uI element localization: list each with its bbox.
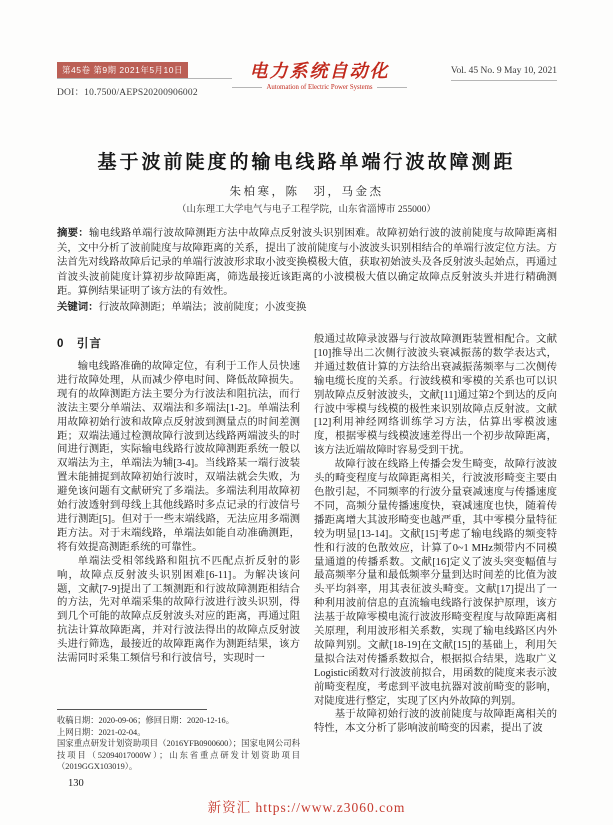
volume-info: Vol. 45 No. 9 May 10, 2021 xyxy=(451,66,557,81)
watermark-link: 新资汇 https://www.z3060.com xyxy=(207,800,406,815)
footnote-funding: 国家重点研发计划资助项目（2016YFB0900600）；国家电网公司科技项目（52094017000W）；山东省重点研发计划资助项目（2019GGX103019）。 xyxy=(57,739,300,772)
keywords-text: 行波故障测距；单端法；波前陡度；小波变换 xyxy=(98,301,307,313)
footnote-received-date: 收稿日期：2020-09-06；修回日期：2020-12-16。 xyxy=(57,716,234,726)
keywords-line xyxy=(57,301,557,316)
page-number: 130 xyxy=(68,778,84,789)
logo-right-rule xyxy=(377,87,407,88)
journal-title-en: Automation of Electric Power Systems xyxy=(266,83,373,91)
left-column xyxy=(57,333,300,773)
logo-left-rule xyxy=(232,87,262,88)
header-left xyxy=(57,60,232,98)
journal-title-cn: 电力系统自动化 xyxy=(249,61,390,81)
keywords-label: 关键词： xyxy=(57,301,99,313)
right-column xyxy=(314,333,557,773)
body-paragraph: 输电线路准确的故障定位，有利于工作人员快速进行故障处理，从而减少停电时间、降低故障损失。现有的故障测距方法主要分为行波法和阻抗法，而行波法主要分单端法、双端法和多端法[1-2]。单端法利用故障初始行波和故障点反射波到测量点的时间差测距；双端法通过检测故障行波到达线路两端波头的时间进行测距，实际输电线路行波故障测距系统一般以双端法为主，单端法为辅[3-4]。当线路某一端行波装置未能捕捉到故障初始行波时，双端法就会失败，为避免该问题有文献研究了多端法。多端法利用故障初始行波透射到母线上其他线路时多点记录的行波信号进行测距[5]。但对于一些末端线路，无法应用多端测距方法。对于末端线路，单端法如能自动准确测距，将有效提高测距系统的可靠性。 xyxy=(57,361,300,553)
header-right xyxy=(407,60,557,81)
header-left-rule xyxy=(57,78,232,79)
journal-header xyxy=(57,60,557,98)
doi-text: DOI：10.7500/AEPS20200906002 xyxy=(57,88,198,98)
article-title: 基于波前陡度的输电线路单端行波故障测距 xyxy=(97,152,516,173)
body-paragraph: 故障行波在线路上传播会发生畸变，故障行波波头的畸变程度与故障距离相关，行波波形畸变主要由色散引起，不同频率的行波分量衰减速度与传播速度不同，高频分量传播速度快，衰减速度也快，随着传播距离增大其波形畸变也越严重，其中零模分量特征较为明显[13-14]。文献[15]考虑了输电线路的频变特性和行波的色散效应，计算了0~1 MHz频带内不同模量通道的传播系数。文献[16]定义了波头突变幅值与最高频率分量和最低频率分量到达时间差的比值为波头平均斜率，用其表征波头畸变。文献[17]提出了一种利用波前信息的直流输电线路行波保护原理，该方法基于故障零模电流行波波形畸变程度与故障距离相关原理，利用波形相关系数，实现了输电线路区内外故障判别。文献[18-19]在文献[15]的基础上，利用矢量拟合法对传播系数拟合，根据拟合结果，选取广义Logistic函数对行波波前拟合，用函数的陡度来表示波前畸变程度，考虑到平波电抗器对波前畸变的影响，对陡度进行整定，实现了区内外故障的判别。 xyxy=(314,459,557,707)
journal-logo xyxy=(232,60,407,91)
article-authors: 朱柏寒，陈 羽，马金杰 xyxy=(229,186,384,198)
section-heading-introduction: 0 引言 xyxy=(57,338,102,350)
footnote-separator xyxy=(57,709,207,710)
body-paragraph: 单端法受相邻线路和阻抗不匹配点折反射的影响，故障点反射波头识别困难[6-11]。为解决该问题，文献[7-9]提出了工频测距和行波故障测距相结合的方法，先对单端采集的故障行波进行波头识别，得到几个可能的故障点反射波头对应的距离，再通过阻抗法计算故障距离，并对行波法得出的故障点反射波头进行筛选，最接近的故障距离作为测距结果，该方法需同时采集工频信号和行波信号，实现时一 xyxy=(57,555,300,665)
abstract-text: 输电线路单端行波故障测距方法中故障点反射波头识别困难。故障初始行波的波前陡度与故障距离相关，文中分析了波前陡度与故障距离的关系，提出了波前陡度与小波波头识别相结合的单端行波定位方法。方法首先对线路故障后记录的单端行波波形求取小波变换模极大值，获取初始波头及各反射波头起始点，再通过首波头波前陡度计算初步故障距离，筛选最接近该距离的小波模极大值以确定故障点反射波头并进行精确测距。算例结果证明了该方法的有效性。 xyxy=(57,228,558,298)
abstract-paragraph xyxy=(57,227,557,300)
footnote-online-date: 上网日期：2021-02-04。 xyxy=(57,727,146,737)
body-paragraph: 基于故障初始行波的波前陡度与故障距离相关的特性，本文分析了影响波前畸变的因素，提出了波 xyxy=(314,709,557,735)
article-affiliation: （山东理工大学电气与电子工程学院，山东省淄博市 255000） xyxy=(177,205,436,215)
journal-title-en-row xyxy=(232,84,407,91)
body-paragraph: 般通过故障录波器与行波故障测距装置相配合。文献[10]推导出二次侧行波波头衰减振荡的数学表达式，并通过数值计算的方法给出衰减振荡频率与二次侧传输电缆长度的关系。行波线模和零模的关系也可以识别故障点反射波波头，文献[11]通过第2个到达的反向行波中零模与线模的极性来识别故障点反射波。文献[12]利用神经网络训练学习方法，估算出零模波速度，根据零模与线模波速差得出一个初步故障距离，该方法近端故障时容易受到干扰。 xyxy=(314,334,557,457)
issue-info-badge: 第45卷 第9期 2021年5月10日 xyxy=(57,62,188,78)
footnote-block xyxy=(57,705,300,773)
body-columns xyxy=(57,333,557,773)
abstract-label: 摘要： xyxy=(57,228,89,239)
abstract-block xyxy=(57,227,557,316)
